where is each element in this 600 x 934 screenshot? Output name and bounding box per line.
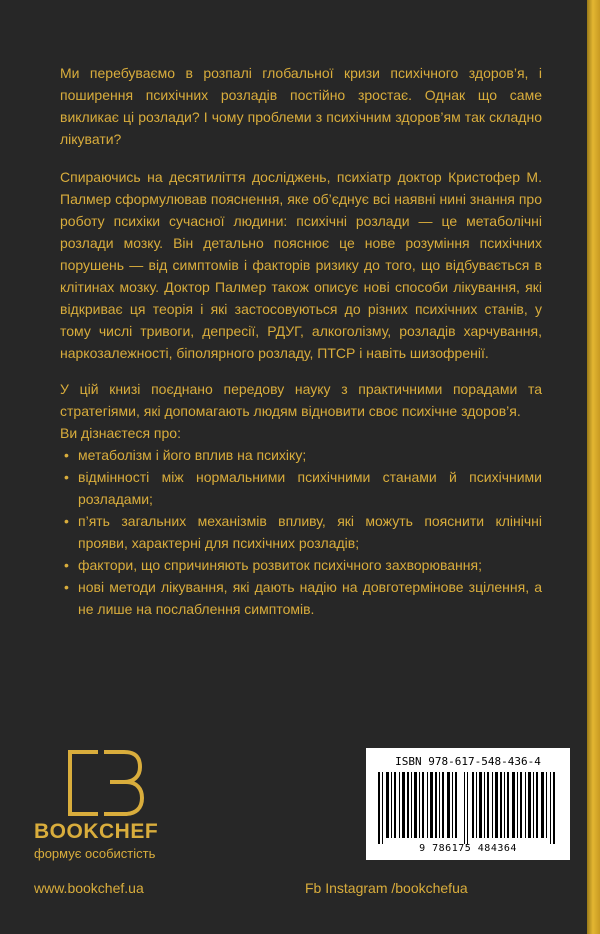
paragraph-1: Ми перебуваємо в розпалі глобальної кризи психічного здоров’я, і поширення психічних розладів постійно зростає. Однак що саме викликає ці розлади? І чому проблеми з психічним здоров’ям так складно лікувати? <box>60 65 542 147</box>
list-item: • нові методи лікування, які дають надію на довготермінове зцілення, а не лише на послаблення симптомів. <box>60 576 542 620</box>
isbn-label: ISBN 978-617-548-436-4 <box>395 755 541 768</box>
publisher-tagline: формує особистість <box>34 846 156 861</box>
paragraph-3: У цій книзі поєднано передову науку з практичними порадами та стратегіями, які допомагають людям відновити своє психічне здоров’я. <box>60 381 542 419</box>
social-handles: Fb Instagram /bookchefua <box>305 880 468 896</box>
paragraph-2: Спираючись на десятиліття досліджень, психіатр доктор Кристофер М. Палмер сформулював пояснення, яке об’єднує всі наявні нині знання про роботу психіки сучасної людини: психічні розлади — це метаболічні розлади мозку. Він детально пояснює це нове розуміння психічних порушень — від симптомів і факторів ризику до того, що відбувається в клітинах мозку. Доктор Палмер також описує нові способи лікування, які відкриває ця теорія і які застосовуються до різних психічних станів, у тому числі тривоги, депресії, РДУГ, алкоголізму, розладів харчування, наркозалежності, біполярного розладу, ПТСР і навіть шизофренії. <box>60 169 542 361</box>
list-item: • п’ять загальних механізмів впливу, які можуть пояснити клінічні прояви, характерні для психічних розладів; <box>60 510 542 554</box>
intro-paragraph <box>60 62 542 150</box>
bookchef-logo-icon <box>66 748 146 818</box>
features-section <box>60 378 542 620</box>
website-link[interactable]: www.bookchef.ua <box>34 880 144 896</box>
list-item: • відмінності між нормальними психічними станами й психічними розладами; <box>60 466 542 510</box>
description-paragraph <box>60 166 542 364</box>
isbn-barcode-block <box>366 748 570 860</box>
list-item: • метаболізм і його вплив на психіку; <box>60 444 542 466</box>
list-item: • фактори, що спричиняють розвиток психічного захворювання; <box>60 554 542 576</box>
barcode-icon <box>378 772 558 844</box>
learn-list <box>60 444 542 620</box>
learn-intro: Ви дізнаєтеся про: <box>60 425 181 441</box>
publisher-name: BOOKCHEF <box>34 820 159 843</box>
barcode-digits: 9 786175 484364 <box>419 843 517 854</box>
spine-edge <box>587 0 600 934</box>
